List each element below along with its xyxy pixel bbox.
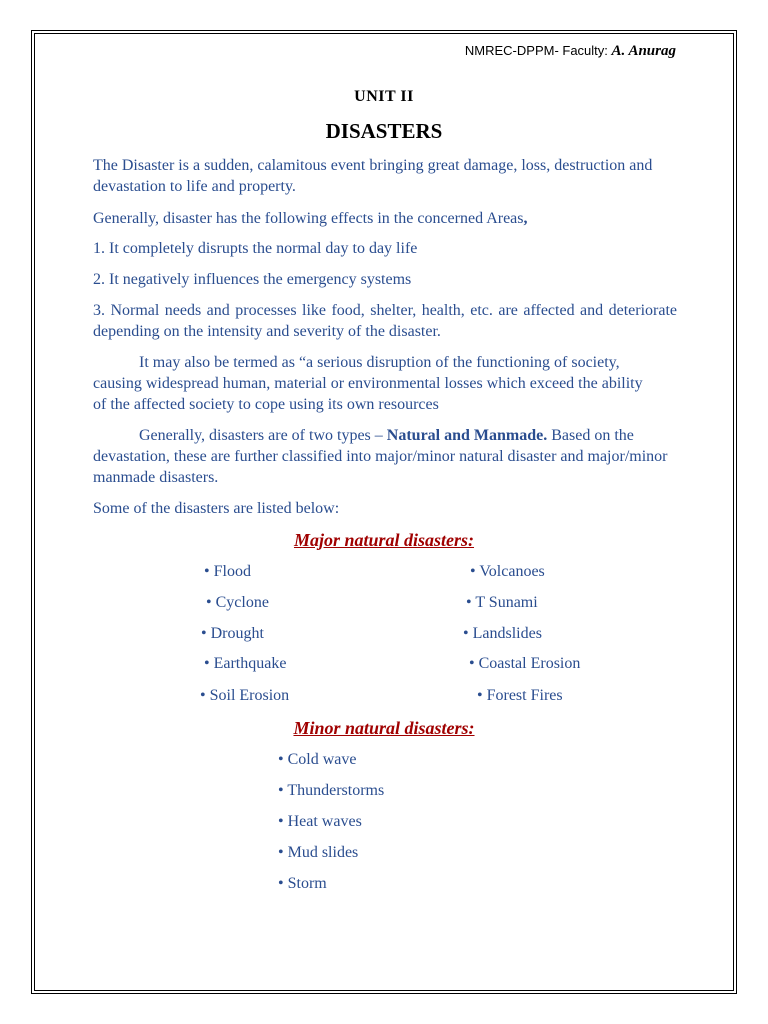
paragraph-definition: The Disaster is a sudden, calamitous event bringing great damage, loss, destruction and devastation to life and property. [93, 157, 653, 195]
major-left-item: • Soil Erosion [200, 687, 290, 704]
header-prefix: NMREC-DPPM- Faculty: [464, 43, 612, 58]
major-right-item: • Coastal Erosion [469, 655, 581, 672]
major-disasters-heading: Major natural disasters: [293, 530, 475, 550]
minor-item: • Storm [278, 875, 327, 892]
minor-item: • Heat waves [278, 813, 362, 830]
faculty-name: A. Anurag [611, 43, 676, 59]
paragraph-types [93, 425, 677, 488]
unit-title: UNIT II [354, 88, 414, 105]
effect-item-3: 3. Normal needs and processes like food, shelter, health, etc. are affected and deteriorate depending on the intensity and severity of the disaster. [93, 302, 677, 340]
paragraph-effects-intro [93, 208, 677, 229]
effects-intro-text: Generally, disaster has the following effects in the concerned Areas [93, 210, 524, 227]
major-right-item: • Volcanoes [470, 563, 545, 580]
major-right-item: • T Sunami [466, 594, 538, 611]
minor-item: • Mud slides [278, 844, 359, 861]
page-header [465, 43, 676, 60]
page-title: DISASTERS [325, 119, 443, 143]
major-left-item: • Drought [201, 625, 264, 642]
major-right-item: • Forest Fires [477, 687, 563, 704]
effect-item-1: 1. It completely disrupts the normal day to day life [93, 240, 418, 257]
major-left-item: • Cyclone [206, 594, 269, 611]
paragraph-termed: It may also be termed as “a serious disruption of the functioning of society, causing widespread human, material or environmental losses which exceed the ability of the affected society to cope using its own resources [93, 354, 643, 413]
minor-item: • Thunderstorms [278, 782, 385, 799]
types-text-bold: Natural and Manmade. [386, 427, 548, 444]
paragraph-list-intro: Some of the disasters are listed below: [93, 500, 340, 517]
minor-disasters-heading: Minor natural disasters: [293, 718, 475, 738]
major-left-item: • Flood [204, 563, 251, 580]
types-text-after: Based on the devastation, these are further classified into major/minor natural disaster and major/minor manmade disasters. [93, 427, 668, 486]
minor-item: • Cold wave [278, 751, 357, 768]
effects-intro-comma: , [523, 210, 528, 227]
effect-item-2: 2. It negatively influences the emergency systems [93, 271, 412, 288]
major-right-item: • Landslides [463, 625, 542, 642]
major-left-item: • Earthquake [204, 655, 287, 672]
types-text-before: Generally, disasters are of two types – [139, 427, 387, 444]
